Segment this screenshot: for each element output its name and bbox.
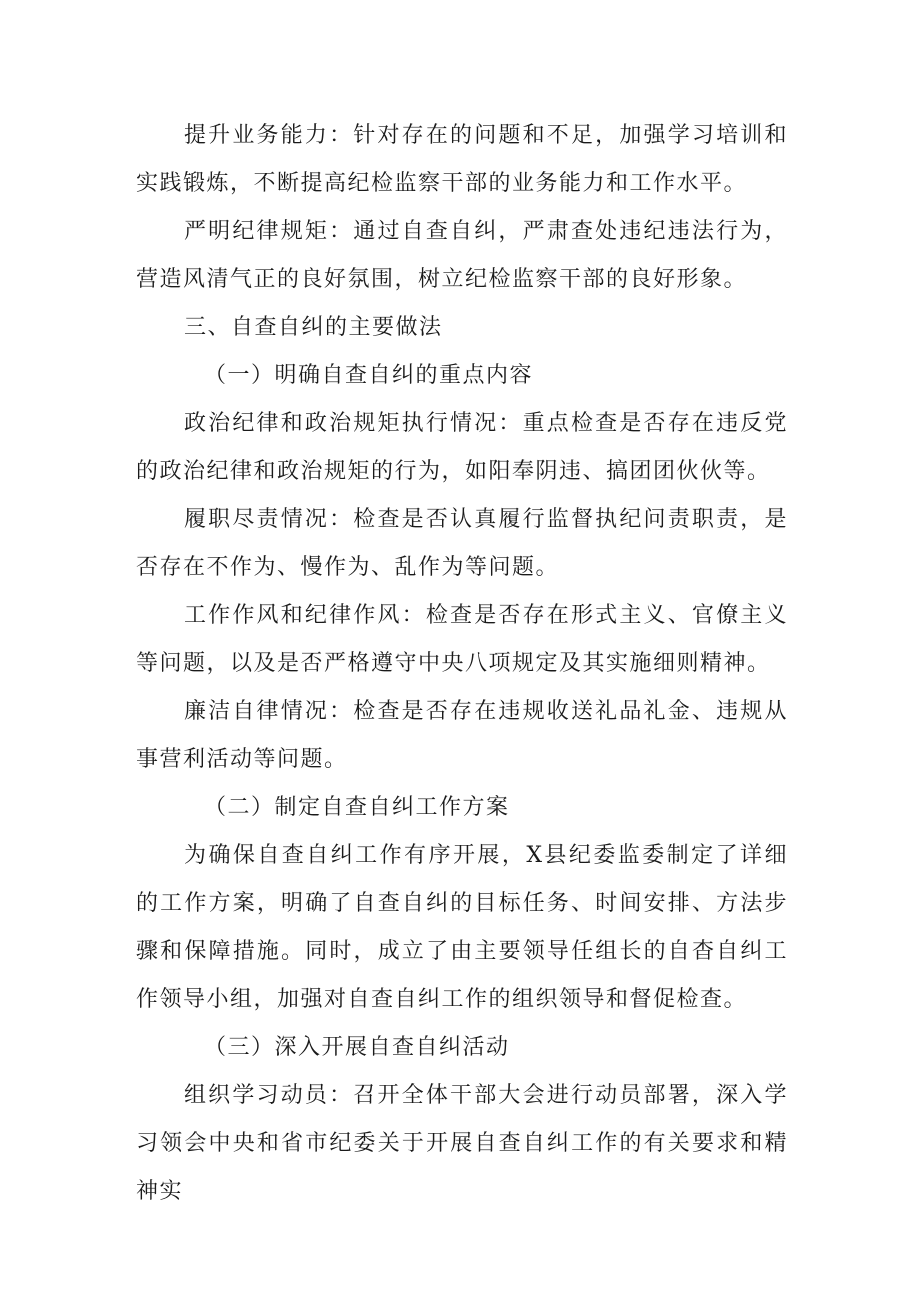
- subsection-heading-key-content: （一）明确自查自纠的重点内容: [204, 363, 534, 388]
- subsection-heading-activities: （三）深入开展自查自纠活动: [204, 1035, 510, 1060]
- paragraph-integrity: 廉洁自律情况：检查是否存在违规收送礼品礼金、违规从事营利活动等问题。: [136, 699, 788, 772]
- paragraph-improve-ability: 提升业务能力：针对存在的问题和不足，加强学习培训和实践锻炼，不断提高纪检监察干部的业务能力和工作水平。: [136, 123, 788, 196]
- paragraph-work-plan: 为确保自查自纠工作有序开展，X县纪委监委制定了详细的工作方案，明确了自查自纠的目标任务、时间安排、方法步骤和保障措施。同时，成立了由主要领导任组长的自杳自纠工作领导小组，加强对自查自纠工作的组织领导和督促检查。: [136, 843, 788, 1012]
- subsection-heading-work-plan: （二）制定自查自纠工作方案: [204, 795, 510, 820]
- document-body: [136, 112, 788, 1216]
- paragraph-political-discipline: 政治纪律和政治规矩执行情况：重点检查是否存在违反党的政治纪律和政治规矩的行为，如阳奉阴违、搞团团伙伙等。: [136, 411, 788, 484]
- paragraph-study-mobilization: 组织学习动员：召开全体干部大会进行动员部署，深入学习领会中央和省市纪委关于开展自查自纠工作的有关要求和精神实: [136, 1083, 788, 1204]
- section-heading-main-practices: 三、自查自纠的主要做法: [184, 315, 443, 340]
- paragraph-work-style: 工作作风和纪律作风：检查是否存在形式主义、官僚主义等问题，以及是否严格遵守中央八项规定及其实施细则精神。: [136, 603, 788, 676]
- paragraph-duty-performance: 履职尽责情况：检查是否认真履行监督执纪问责职责，是否存在不作为、慢作为、乱作为等问题。: [136, 507, 788, 580]
- paragraph-strict-discipline: 严明纪律规矩：通过自查自纠，严肃查处违纪违法行为，营造风清气正的良好氛围，树立纪检监察干部的良好形象。: [136, 219, 788, 292]
